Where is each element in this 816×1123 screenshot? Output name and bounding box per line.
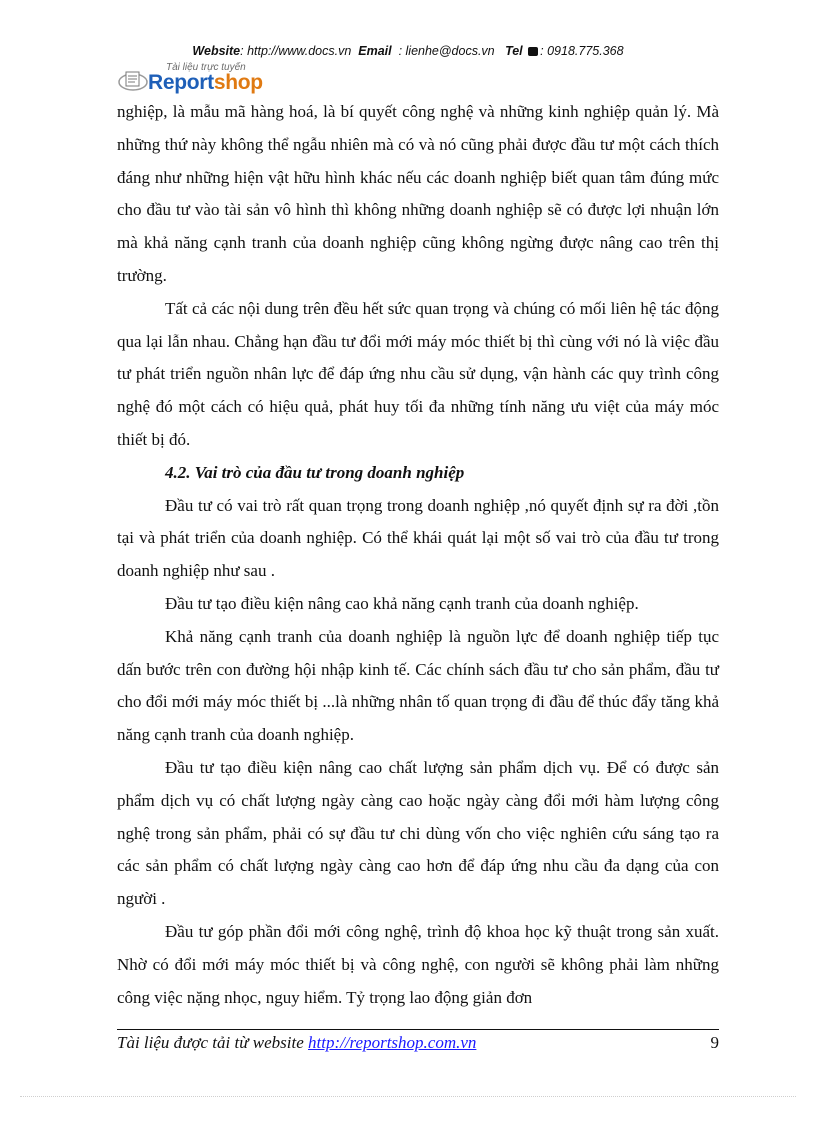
page-number: 9 [710, 1033, 719, 1052]
website-value[interactable]: : http://www.docs.vn [240, 44, 352, 58]
reportshop-logo[interactable] [118, 62, 318, 98]
tel-value: : 0918.775.368 [540, 44, 624, 58]
phone-icon [528, 47, 538, 56]
email-value[interactable]: : lienhe@docs.vn [398, 44, 495, 58]
paragraph-3: Đầu tư có vai trò rất quan trọng trong doanh nghiệp ,nó quyết định sự ra đời ,tồn tại và phát triển của doanh nghiệp. Có thể khái quát lại một số vai trò của đầu tư trong doanh nghiệp như sau . [117, 495, 719, 581]
section-heading: 4.2. Vai trò của đầu tư trong doanh nghiệp [165, 462, 465, 482]
logo-name-part1: Re [148, 71, 175, 94]
paragraph-6: Đầu tư tạo điều kiện nâng cao chất lượng sản phẩm dịch vụ. Để có được sản phẩm dịch vụ có chất lượng ngày càng cao hoặc ngày càng đổi mới hàm lượng công nghệ trong sản phẩm, phải có sự đầu tư chi dùng vốn cho việc nghiên cứu sáng tạo ra các sản phẩm có chất lượng ngày càng cao hơn để đáp ứng nhu cầu đa dạng của con người . [117, 757, 719, 909]
website-label: Website [192, 44, 241, 58]
paragraph-7: Đầu tư góp phần đổi mới công nghệ, trình độ khoa học kỹ thuật trong sản xuất. Nhờ có đổi mới máy móc thiết bị và công nghệ, con người sẽ không phải làm những công việc nặng nhọc, nguy hiểm. Tỷ trọng lao động giản đơn [117, 921, 719, 1007]
page-header [0, 44, 816, 58]
page-bottom-border [20, 1096, 796, 1097]
paragraph-2: Tất cả các nội dung trên đều hết sức quan trọng và chúng có mối liên hệ tác động qua lại lẫn nhau. Chẳng hạn đầu tư đổi mới máy móc thiết bị thì cùng với nó là việc đầu tư phát triển nguồn nhân lực để đáp ứng nhu cầu sử dụng, vận hành các quy trình công nghệ đó một cách có hiệu quả, phát huy tối đa những tính năng ưu việt của máy móc thiết bị đó. [117, 298, 719, 449]
page-footer [117, 1033, 719, 1053]
footer-divider [117, 1029, 719, 1030]
paragraph-4: Đầu tư tạo điều kiện nâng cao khả năng cạnh tranh của doanh nghiệp. [165, 593, 639, 613]
logo-name-part2: port [174, 71, 214, 94]
footer-link[interactable]: http://reportshop.com.vn [308, 1033, 477, 1052]
logo-mark-icon [118, 68, 148, 92]
logo-tagline: Tài liệu trực tuyến [166, 62, 246, 73]
document-body [117, 96, 719, 1014]
tel-label: Tel [505, 44, 523, 58]
logo-name-part3: shop [213, 71, 263, 94]
logo-name [148, 71, 263, 95]
email-label: Email [358, 44, 392, 58]
footer-text: Tài liệu được tải từ website [117, 1033, 308, 1052]
paragraph-1: nghiệp, là mẫu mã hàng hoá, là bí quyết công nghệ và những kinh nghiệp quản lý. Mà những thứ này không thể ngẫu nhiên mà có và nó cũng phải được đầu tư một cách thích đáng như những hiện vật hữu hình khác nếu các doanh nghiệp biết quan tâm đúng mức cho đầu tư vào tài sản vô hình thì không những doanh nghiệp sẽ có được lợi nhuận lớn mà khả năng cạnh tranh của doanh nghiệp cũng không ngừng được nâng cao trên thị trường. [117, 102, 719, 285]
paragraph-5: Khả năng cạnh tranh của doanh nghiệp là nguồn lực để doanh nghiệp tiếp tục dấn bước trên con đường hội nhập kinh tế. Các chính sách đầu tư cho sản phẩm, đầu tư cho đổi mới máy móc thiết bị ...là những nhân tố quan trọng đi đầu để thúc đẩy tăng khả năng cạnh tranh của doanh nghiệp. [117, 626, 719, 745]
